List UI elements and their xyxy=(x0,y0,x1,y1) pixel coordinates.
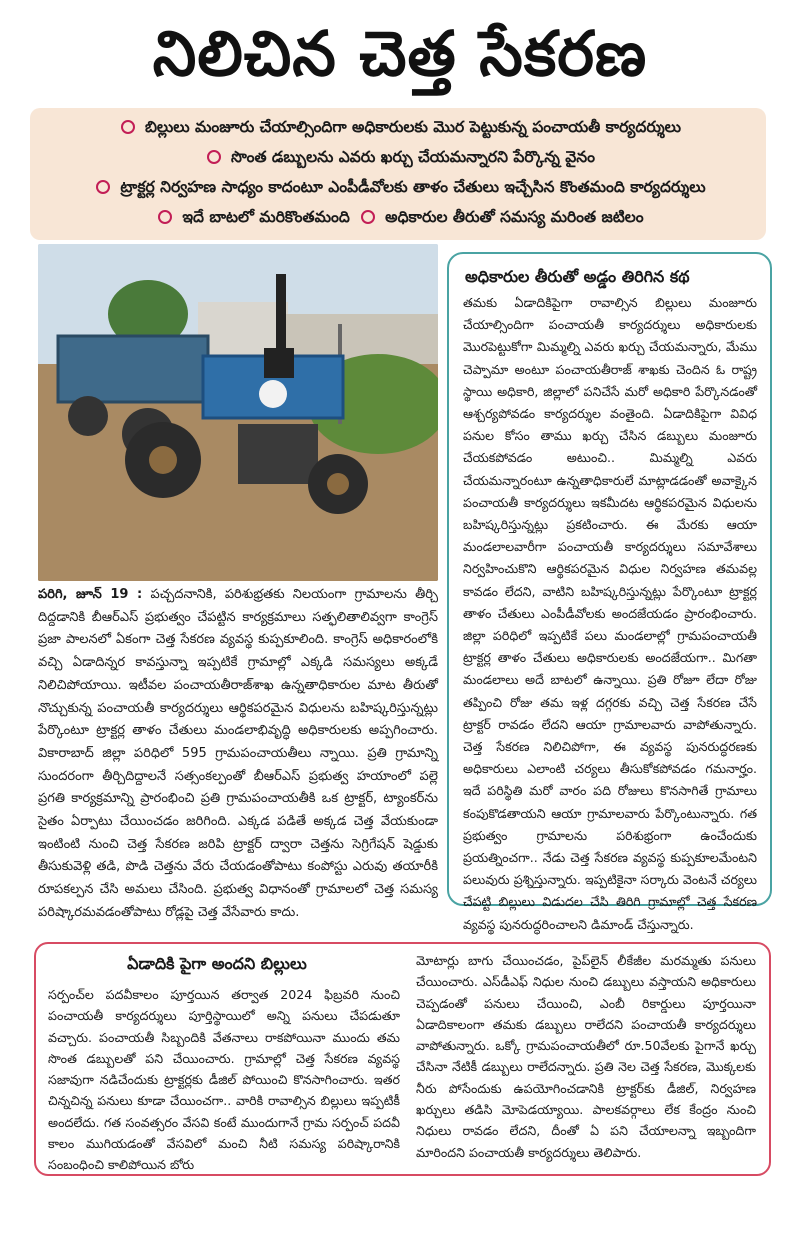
main-article-body: పచ్చదనానికి, పరిశుభ్రతకు నిలయంగా గ్రామాలను తీర్చి దిద్దడానికి బీఆర్ఎస్ ప్రభుత్వం చేపట్టిన కార్యక్రమాలు సత్ఫలితాలివ్వగా కాంగ్రెస్ ప్రజా పాలనలో ఏకంగా చెత్త సేకరణ వ్యవస్థ కుప్పకూలింది. కాంగ్రెస్ అధికారంలోకి వచ్చి ఏడాదిన్నర కావస్తున్నా ఇప్పటికే గ్రామాల్లో ఎక్కడి సమస్యలు అక్కడే నిలిచిపోయాయి. ఇటీవల పంచాయతీరాజ్‌శాఖ ఉన్నతాధికారుల మాట తీరుతో నొచ్చుకున్న పంచాయతీ కార్యదర్శులు ఆర్థికపరమైన విధులను బహిష్కరిస్తున్నట్లు పేర్కొంటూ ట్రాక్టర్ల తాళం చేతులు మండలాభివృద్ధి అధికారులకు అప్పగించారు. వికారాబాద్ జిల్లా పరిధిలో 595 గ్రామపంచాయతీలు న్నాయి. ప్రతి గ్రామాన్ని సుందరంగా తీర్చిదిద్దాలనే సత్సంకల్పంతో బీఆర్ఎస్ ప్రభుత్వ హయాంలో పల్లె ప్రగతి కార్యక్రమాన్ని ప్రారంభించి ప్రతి గ్రామపంచాయతీకి ఒక ట్రాక్టర్, ట్యాంకర్‌ను సైతం ఏర్పాటు చేయించడం జరిగింది. ఎక్కడ పడితే అక్కడ చెత్త వేయకుండా ఇంటింటి నుంచి చెత్త సేకరణ జరిపి ట్రాక్టర్ ద్వారా చెత్తను సెగ్రిగేషన్ షెడ్డుకు తీసుకువెళ్లి తడి, పొడి చెత్తను వేరు చేయడంతోపాటు కంపోస్టు ఎరువు తయారీకి రూపకల్పన చేసి అమలు చేసింది. ప్రభుత్వ విధానంతో గ్రామాలలో చెత్త సమస్య పరిష్కారమవడంతోపాటు రోడ్లపై చెత్త వేసేవారు కాదు. xyxy=(38,587,438,920)
highlight-row xyxy=(30,148,766,170)
bullet-icon xyxy=(121,120,135,134)
highlight-text: బిల్లులు మంజూరు చేయాల్సిందిగా అధికారులకు మొర పెట్టుకున్న పంచాయతీ కార్యదర్శులు xyxy=(144,118,682,136)
highlight-text: ట్రాక్టర్ల నిర్వహణ సాధ్యం కాదంటూ ఎంపీడీవోలకు తాళం చేతులు ఇచ్చేసిన కొంతమంది కార్యదర్శులు xyxy=(120,178,706,196)
sidebar-title: అధికారుల తీరుతో అడ్డం తిరిగిన కథ xyxy=(465,267,690,286)
tractor-illustration xyxy=(38,244,438,581)
tractor-photo xyxy=(38,244,438,581)
bullet-icon xyxy=(361,210,375,224)
headline: నిలిచిన చెత్త సేకరణ xyxy=(152,17,648,90)
sidebar-body: తమకు ఏడాదికిపైగా రావాల్సిన బిల్లులు మంజూరు చేయాల్సిందిగా పంచాయతీ కార్యదర్శులు అధికారులకు మొరపెట్టుకోగా మిమ్మల్ని ఎవరు ఖర్చు చేయమన్నారు, మేము చెప్పామా అంటూ పంచాయతీరాజ్ శాఖకు చెందిన ఓ రాష్ట్ర స్థాయి అధికారి, జిల్లాలో పనిచేసే మరో అధికారి పేర్కొనడంతో ఆశ్చర్యపోవడం కార్యదర్శుల వంతైంది. ఏడాదికిపైగా వివిధ పనుల కోసం తాము ఖర్చు చేసిన డబ్బులు మంజూరు చేయకపోవడం అటుంచి.. మిమ్మల్ని ఎవరు చేయమన్నారంటూ ఉన్నతాధికారులే మాట్లాడడంతో అవాక్కైన పంచాయతీ కార్యదర్శులు ఇకమీదట ఆర్థికపరమైన విధులను బహిష్కరిస్తున్నట్లు ప్రకటించారు. ఈ మేరకు ఆయా మండలాలవారీగా పంచాయతీ కార్యదర్శులు సమావేశాలు నిర్వహించుకొని ఆర్థికపరమైన విధుల నిర్వహణ తమవల్ల కావడం లేదని, వాటిని బహిష్కరిస్తున్నట్లు పేర్కొంటూ ట్రాక్టర్ల తాళం చేతులు ఎంపీడీవోలకు అందజేయడం ప్రారంభించారు. జిల్లా పరిధిలో ఇప్పటికే పలు మండలాల్లో గ్రామపంచాయతీ ట్రాక్టర్ల తాళం చేతులు అధికారులకు అందజేయగా.. మిగతా మండలాలు అదే బాటలో ఉన్నాయి. ప్రతి రోజూ లేదా రోజు తప్పించి రోజు తమ ఇళ్ల దగ్గరకు వచ్చి చెత్త సేకరణ చేసే ట్రాక్టర్ రావడం లేదని ఆయా గ్రామాలవారు వాపోతున్నారు. చెత్త సేకరణ నిలిచిపోగా, ఈ వ్యవస్థ పునరుద్ధరణకు అధికారులు ఎలాంటి చర్యలు తీసుకోకపోవడం గమనార్హం. ఇదే పరిస్థితి మరో వారం పది రోజులు కొనసాగితే గ్రామాలు కంపుకొడతాయని ఆయా గ్రామాలవారు పేర్కొంటున్నారు. గత ప్రభుత్వం గ్రామాలను పరిశుభ్రంగా ఉంచేందుకు ప్రయత్నించగా.. నేడు చెత్త సేకరణ వ్యవస్థ కుప్పకూలమేంటని పలువురు ప్రశ్నిస్తున్నారు. ఇప్పటికైనా సర్కారు వెంటనే చర్యలు చేపట్టి బిల్లులు విడుదల చేసి తిరిగి గ్రామాల్లో చెత్త సేకరణ వ్యవస్థ పునరుద్ధరించాలని డిమాండ్ చేస్తున్నారు. xyxy=(463,295,757,932)
highlight-text: ఇదే బాటలో మరికొంతమంది xyxy=(182,208,350,226)
highlights-box xyxy=(30,108,766,240)
bills-box-title: ఏడాదికి పైగా అందని బిల్లులు xyxy=(127,954,307,973)
highlight-text: సొంత డబ్బులను ఎవరు ఖర్చు చేయమన్నారని పేర్కొన్న వైనం xyxy=(231,148,595,166)
bullet-icon xyxy=(96,180,110,194)
highlight-row xyxy=(30,178,766,200)
highlight-row xyxy=(30,118,766,140)
dateline: పరిగి, జూన్ 19 : xyxy=(38,587,143,602)
highlight-text: అధికారుల తీరుతో సమస్య మరింత జటిలం xyxy=(385,208,644,226)
sidebar-box xyxy=(447,252,772,932)
bills-box xyxy=(34,942,771,1176)
highlight-row xyxy=(30,208,766,230)
bullet-icon xyxy=(158,210,172,224)
bills-box-right-column: మోటార్లు బాగు చేయించడం, పైప్‌లైన్ లీకేజీల మరమ్మతు పనులు చేయించారు. ఎస్‌డీఎఫ్ నిధుల నుంచి డబ్బులు వస్తాయని అధికారులు చెప్పడంతో పనులు చేయించి, ఎంబీ రికార్డులు పూర్తయినా ఏడాదికాలంగా తమకు డబ్బులు రాలేదని పంచాయతీ కార్యదర్శులు వాపోతున్నారు. ఒక్కో గ్రామపంచాయతీలో రూ.50వేలకు పైగానే ఖర్చు చేసినా నేటికీ డబ్బులు రాలేదన్నారు. ప్రతి నెల చెత్త సేకరణ, మొక్కలకు నీరు పోసేందుకు ఉపయోగించడానికి ట్రాక్టర్‌కు డీజిల్, నిర్వహణ ఖర్చులు తడిసి మోపెడయ్యాయి. పాలకవర్గాలు లేక కేంద్రం నుంచి నిధులు రావడం లేదని, దీంతో ఏ పని చేయాలన్నా ఇబ్బందిగా మారిందని పంచాయతీ కార్యదర్శులు తెలిపారు. xyxy=(416,953,756,1160)
bullet-icon xyxy=(207,150,221,164)
main-article xyxy=(38,584,438,925)
bills-box-left-column: సర్పంచ్‌ల పదవీకాలం పూర్తయిన తర్వాత 2024 ఫిబ్రవరి నుంచి పంచాయతీ కార్యదర్శులు పూర్తిస్థాయిలో అన్ని పనులు చేపడుతూ వచ్చారు. పంచాయతీ సిబ్బందికి వేతనాలు రాకపోయినా ముందు తమ సొంత డబ్బులతో పని చేయించారు. గ్రామాల్లో చెత్త సేకరణ వ్యవస్థ సజావుగా నడిచేందుకు ట్రాక్టర్లకు డీజిల్ పోయించి కొనసాగించారు. ఇతర చిన్నచిన్న పనులు కూడా చేయించగా.. వారికి రావాల్సిన బిల్లులు ఇప్పటికీ అందలేదు. గత సంవత్సరం వేసవి కంటే ముందుగానే గ్రామ సర్పంచ్ పదవీ కాలం ముగియడంతో వేసవిలో మంచి నీటి సమస్య పరిష్కారానికి సంబంధించి కాలిపోయిన బోరు xyxy=(48,987,400,1173)
